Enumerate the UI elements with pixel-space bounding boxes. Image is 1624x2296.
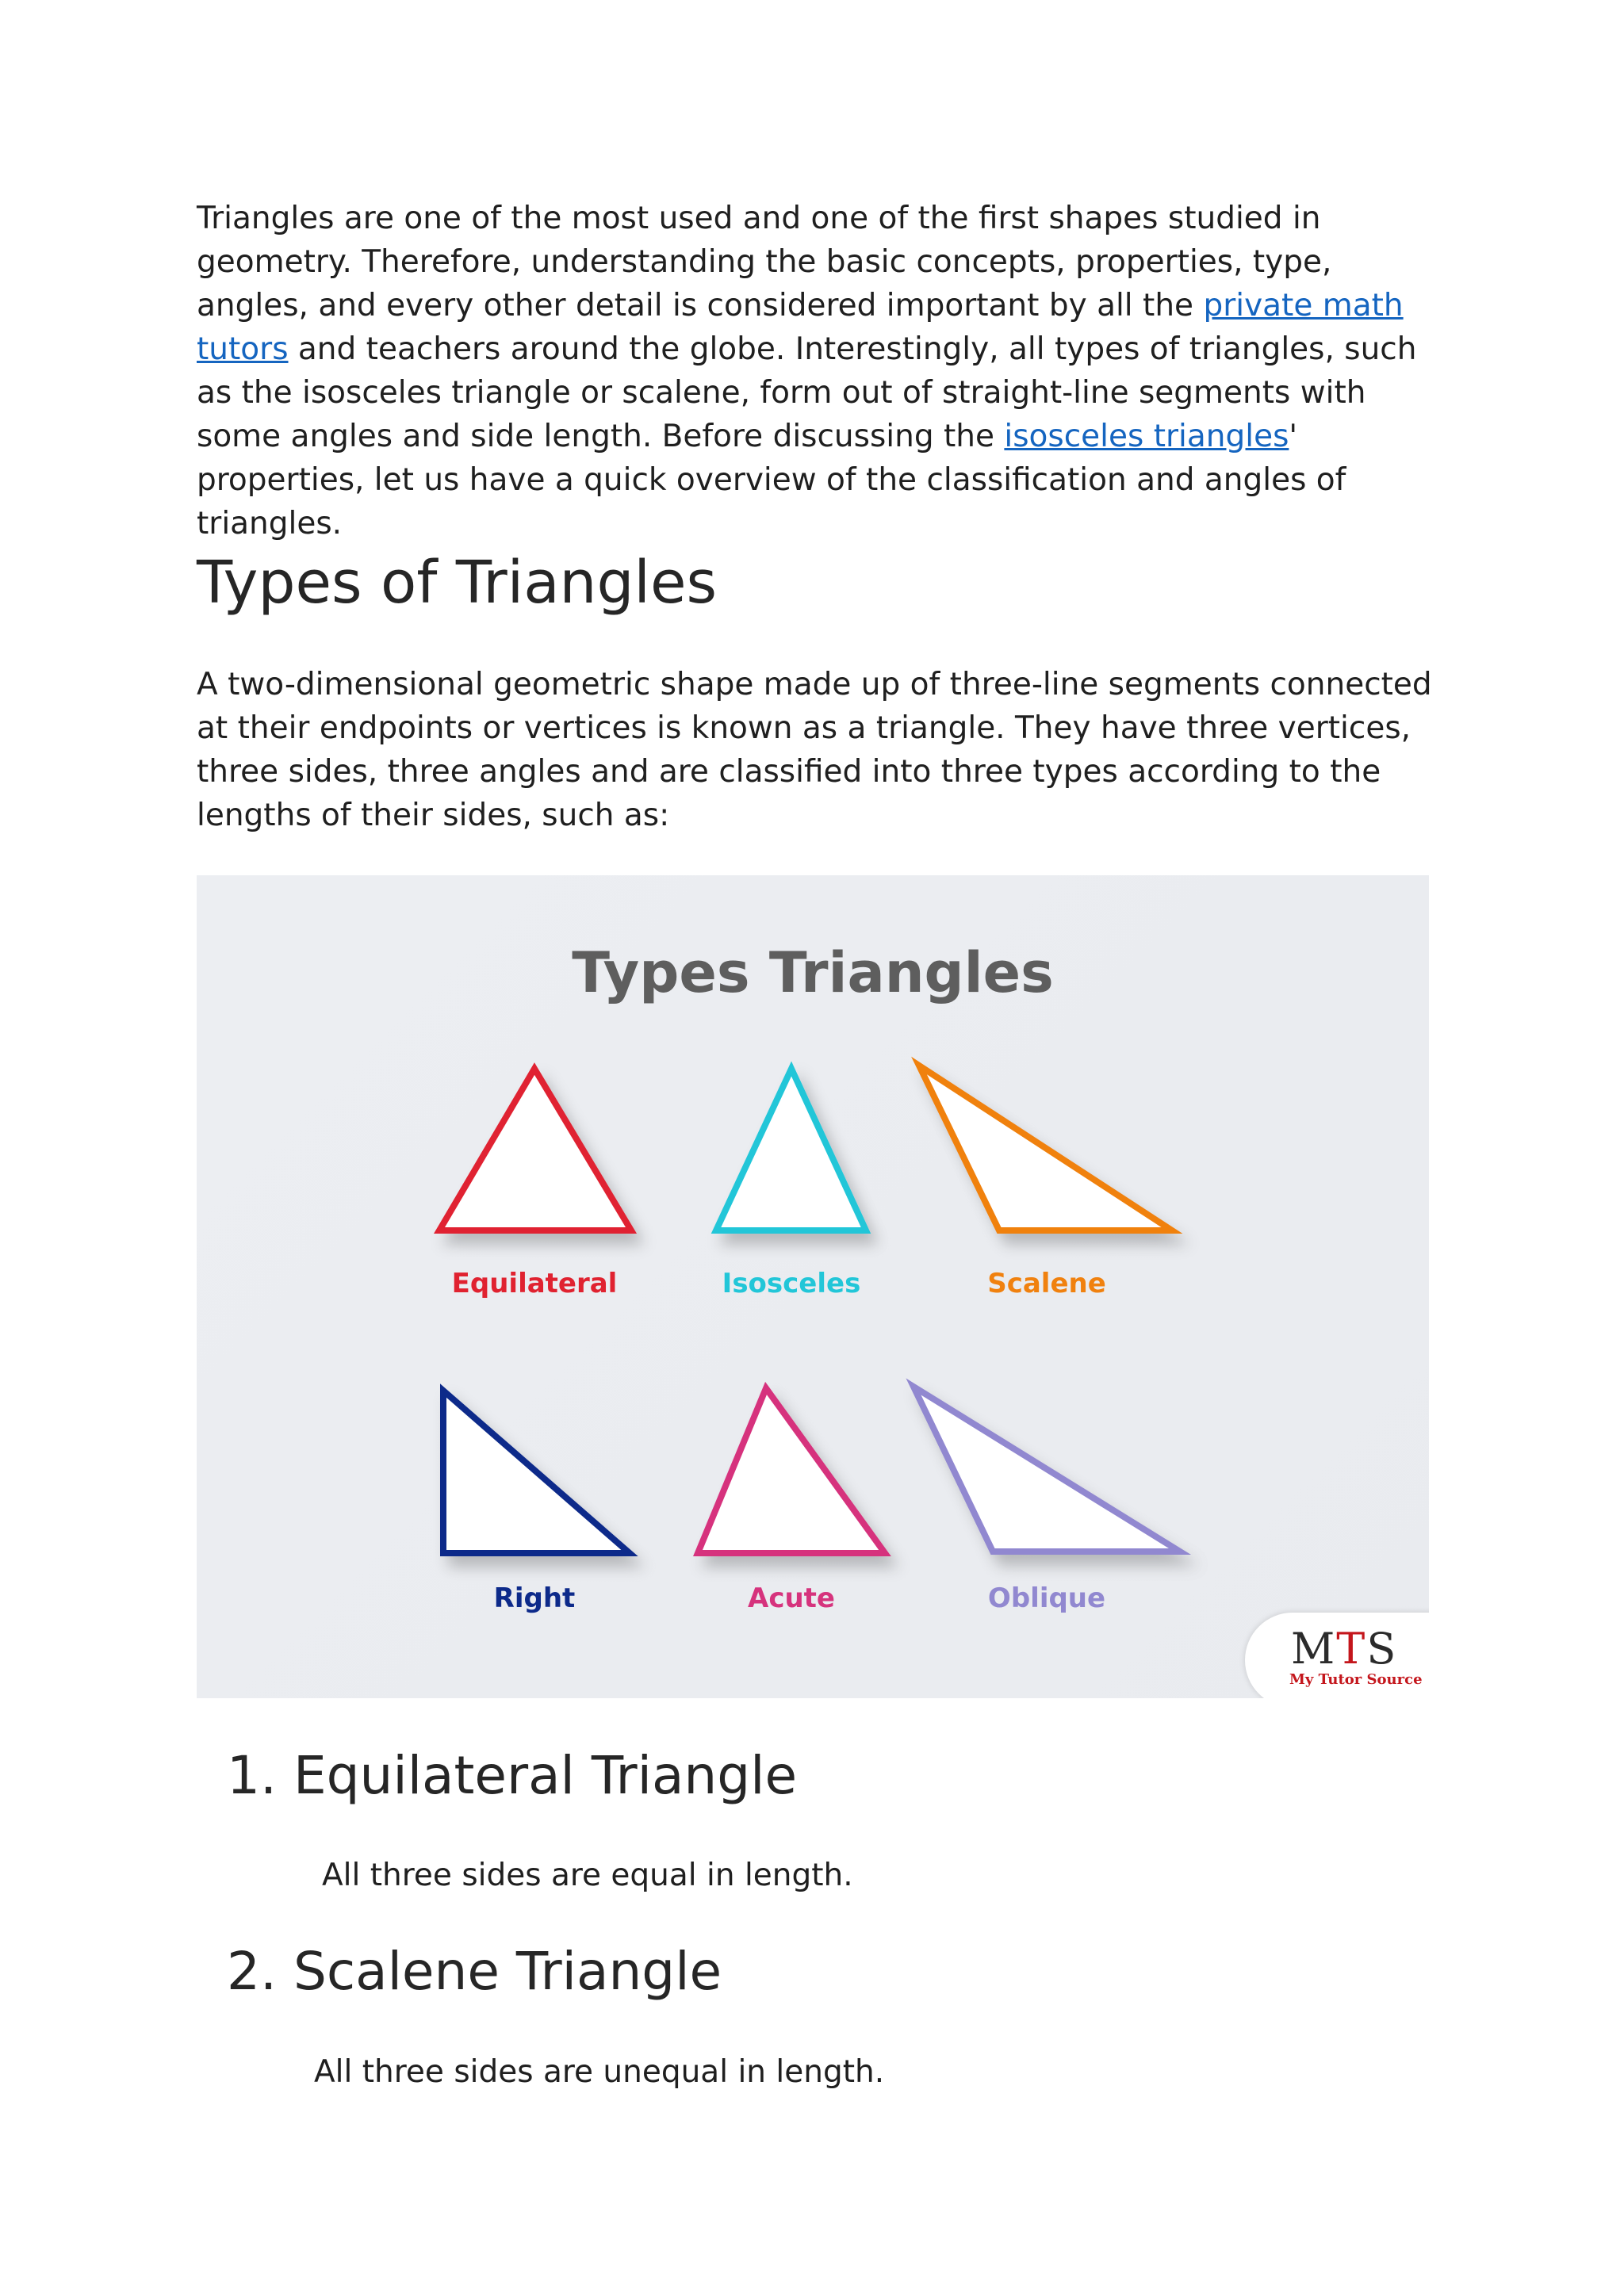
figure-title: Types Triangles [572,940,1054,1005]
list-heading-scalene: 2. Scalene Triangle [227,1941,722,2002]
logo-letter-m: M [1291,1624,1337,1674]
scalene-label: Scalene [987,1268,1106,1299]
section-heading: Types of Triangles [197,549,718,617]
right-label: Right [493,1582,576,1614]
logo-letter-t: T [1336,1624,1367,1674]
logo-letter-s: S [1366,1624,1398,1674]
equilateral-triangle [439,1069,631,1230]
intro-text-2: and teachers around the globe. Interestingly, all types of triangles, such as the isosceles triangle or scalene, form out of straight-line segments with some angles and side length. Before discussing the [197,331,1417,454]
isosceles-triangles-link[interactable]: isosceles triangles [1004,419,1289,454]
list-text-equilateral: All three sides are equal in length. [322,1858,853,1893]
oblique-label: Oblique [987,1582,1106,1614]
mts-logo [1245,1613,1429,1698]
oblique-triangle [914,1387,1180,1552]
intro-text-1: Triangles are one of the most used and one of the first shapes studied in geometry. Therefore, understanding the basic concepts, properties, type, angles, and every other detail is considered important by all the [197,201,1332,323]
right-triangle [443,1391,630,1553]
isosceles-triangle [716,1069,866,1230]
list-text-scalene: All three sides are unequal in length. [314,2054,885,2090]
acute-triangle [698,1388,885,1553]
equilateral-label: Equilateral [451,1268,618,1299]
acute-label: Acute [748,1582,835,1614]
triangle-types-figure [197,875,1429,1698]
intro-text-3: ' properties, let us have a quick overview of the classification and angles of triangles. [197,419,1346,541]
logo-subtitle: My Tutor Source [1289,1671,1423,1688]
list-heading-equilateral: 1. Equilateral Triangle [227,1745,798,1806]
scalene-triangle [919,1066,1172,1230]
section-paragraph: A two-dimensional geometric shape made up of three-line segments connected at their endpoints or vertices is known as a triangle. They have three vertices, three sides, three angles and are classified into three types according to the lengths of their sides, such as: [197,667,1432,833]
private-math-tutors-link[interactable]: private math tutors [197,288,1404,367]
intro-paragraph [197,197,1434,545]
isosceles-label: Isosceles [722,1268,861,1299]
logo-mark [1291,1624,1397,1674]
